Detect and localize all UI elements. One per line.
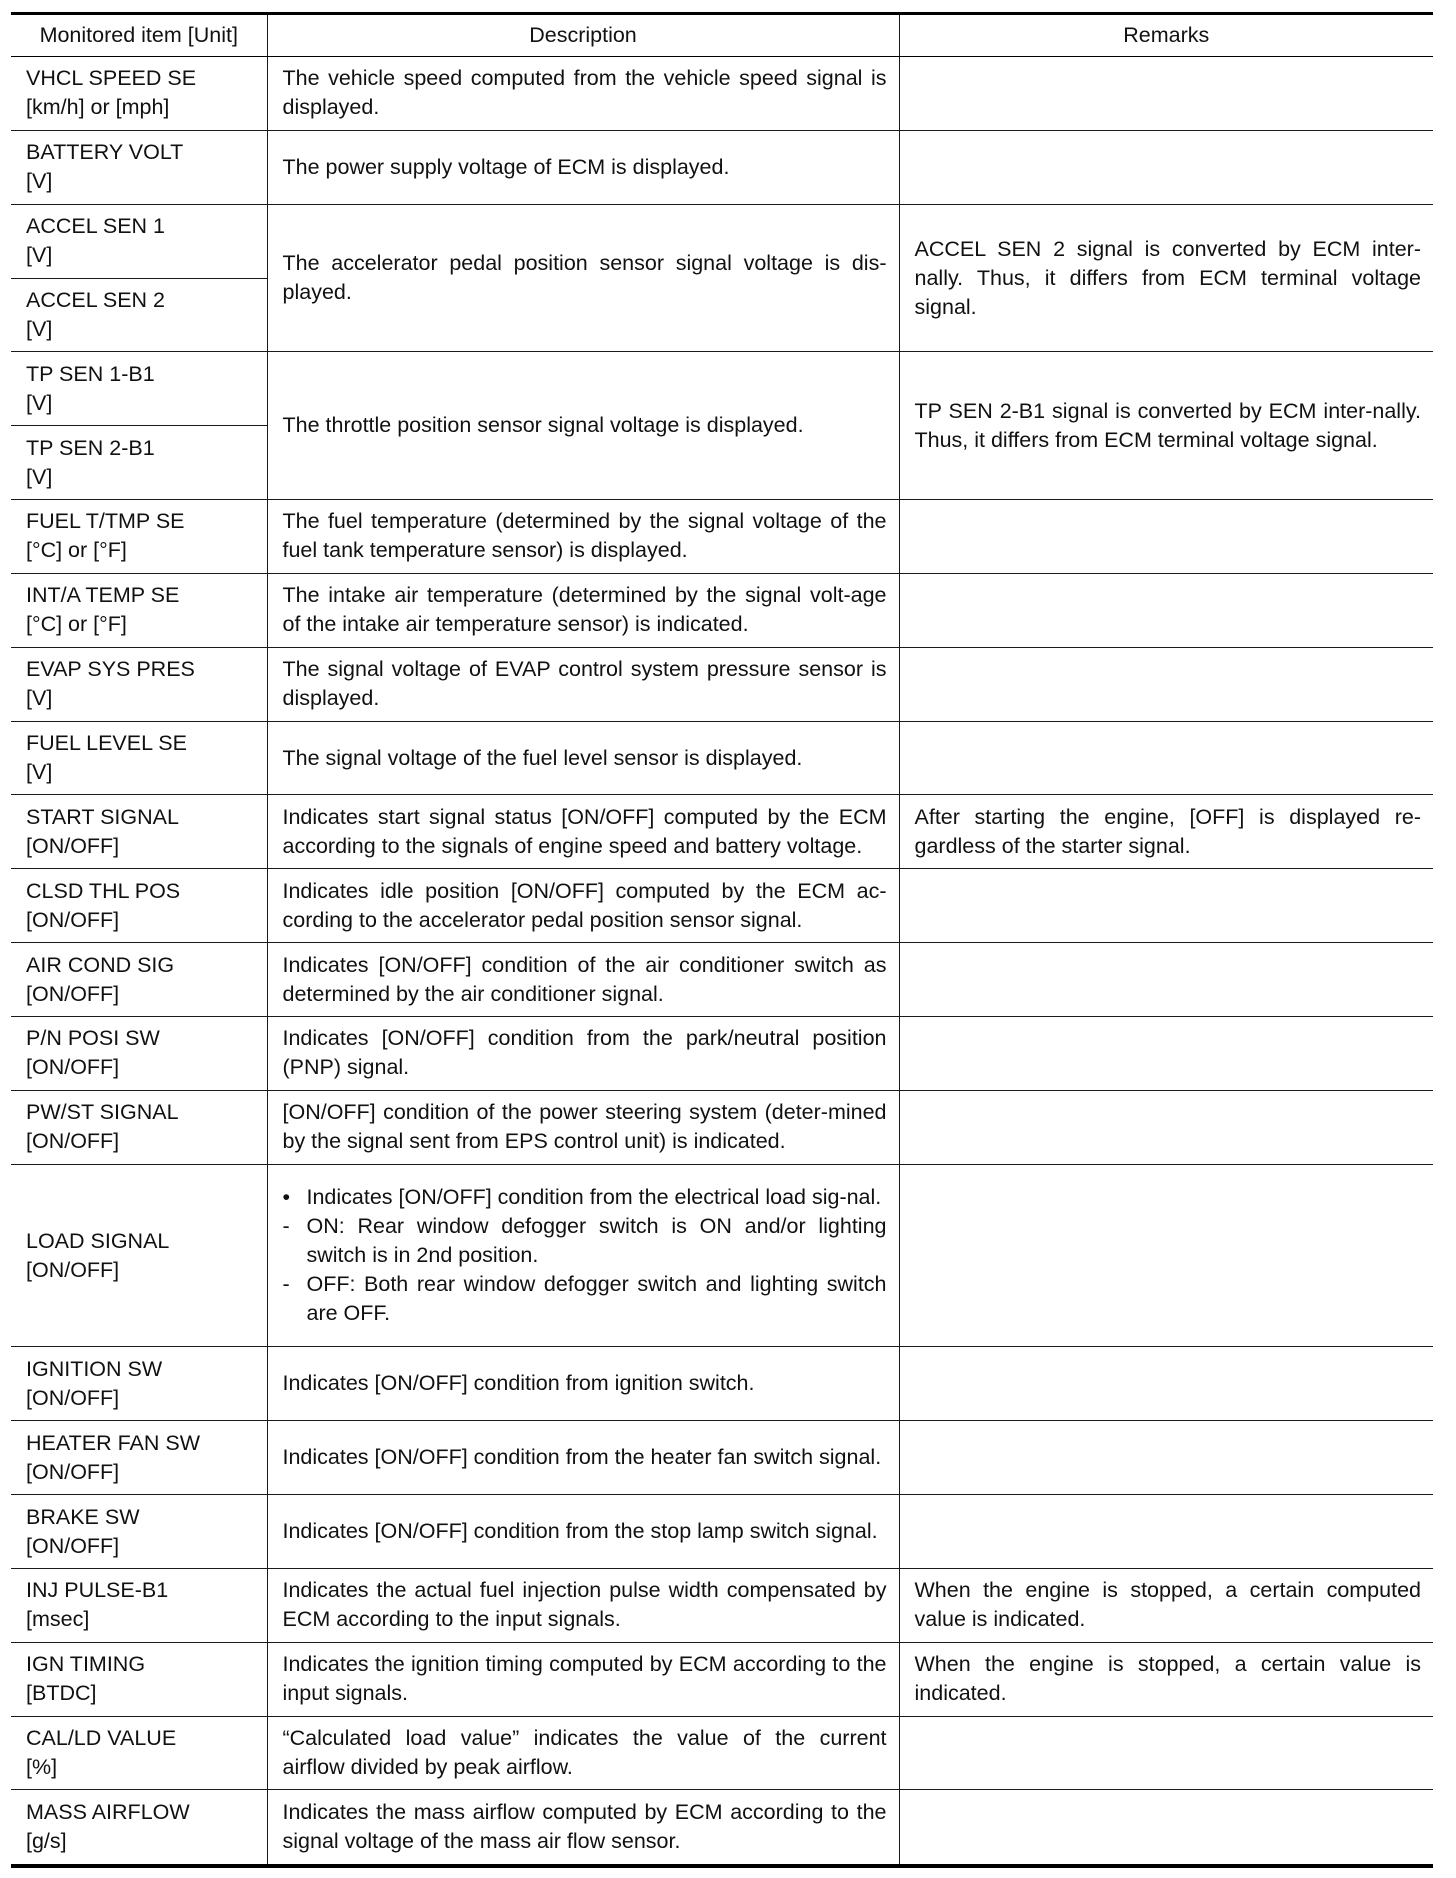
description-cell: Indicates [ON/OFF] condition from the park/neutral position (PNP) signal. bbox=[267, 1016, 899, 1090]
item-name: TP SEN 2-B1 bbox=[26, 435, 155, 460]
table-row bbox=[11, 130, 1433, 204]
table-row bbox=[11, 204, 1433, 278]
remarks-cell: When the engine is stopped, a certain computed value is indicated. bbox=[899, 1568, 1433, 1642]
item-cell bbox=[11, 1495, 267, 1569]
header-description: Description bbox=[267, 14, 899, 57]
remarks-cell bbox=[899, 1716, 1433, 1790]
item-unit: [%] bbox=[26, 1755, 58, 1780]
table-row bbox=[11, 500, 1433, 574]
item-cell bbox=[11, 426, 267, 500]
table-row bbox=[11, 1421, 1433, 1495]
item-name: EVAP SYS PRES bbox=[26, 657, 195, 682]
table-row bbox=[11, 721, 1433, 795]
list-item bbox=[283, 1270, 887, 1328]
list-item-text: ON: Rear window defogger switch is ON and/or lighting switch is in 2nd position. bbox=[306, 1214, 887, 1268]
item-cell bbox=[11, 1164, 267, 1347]
description-cell: Indicates [ON/OFF] condition from the stop lamp switch signal. bbox=[267, 1495, 899, 1569]
table-row bbox=[11, 795, 1433, 869]
item-name: BRAKE SW bbox=[26, 1504, 140, 1529]
item-unit: [V] bbox=[26, 390, 53, 415]
list-item-text: OFF: Both rear window defogger switch and lighting switch are OFF. bbox=[306, 1272, 887, 1326]
description-cell: [ON/OFF] condition of the power steering system (deter-mined by the signal sent from EPS control unit) is indicated. bbox=[267, 1090, 899, 1164]
list-item-text: Indicates [ON/OFF] condition from the electrical load sig-nal. bbox=[306, 1185, 882, 1210]
item-name: HEATER FAN SW bbox=[26, 1430, 201, 1455]
item-cell bbox=[11, 130, 267, 204]
item-unit: [ON/OFF] bbox=[26, 981, 120, 1006]
header-remarks: Remarks bbox=[899, 14, 1433, 57]
table-row bbox=[11, 1164, 1433, 1347]
item-cell bbox=[11, 278, 267, 352]
description-cell: Indicates start signal status [ON/OFF] computed by the ECM according to the signals of engine speed and battery voltage. bbox=[267, 795, 899, 869]
item-unit: [V] bbox=[26, 243, 53, 268]
description-cell: The vehicle speed computed from the vehicle speed signal is displayed. bbox=[267, 57, 899, 131]
item-name: ACCEL SEN 2 bbox=[26, 287, 166, 312]
item-cell bbox=[11, 1790, 267, 1866]
remarks-cell: After starting the engine, [OFF] is displayed re-gardless of the starter signal. bbox=[899, 795, 1433, 869]
remarks-cell bbox=[899, 500, 1433, 574]
table-row bbox=[11, 1716, 1433, 1790]
remarks-cell bbox=[899, 573, 1433, 647]
item-name: BATTERY VOLT bbox=[26, 140, 184, 165]
item-cell bbox=[11, 204, 267, 278]
table-row bbox=[11, 57, 1433, 131]
dash-marker: - bbox=[282, 1214, 290, 1239]
remarks-cell bbox=[899, 721, 1433, 795]
remarks-cell bbox=[899, 1090, 1433, 1164]
item-unit: [ON/OFF] bbox=[26, 1055, 120, 1080]
table-row bbox=[11, 1495, 1433, 1569]
item-cell bbox=[11, 1421, 267, 1495]
description-cell: The signal voltage of the fuel level sensor is displayed. bbox=[267, 721, 899, 795]
table-row bbox=[11, 1016, 1433, 1090]
item-name: CAL/LD VALUE bbox=[26, 1726, 177, 1751]
remarks-cell bbox=[899, 1495, 1433, 1569]
item-unit: [°C] or [°F] bbox=[26, 612, 127, 637]
description-cell: The throttle position sensor signal voltage is displayed. bbox=[267, 352, 899, 500]
description-cell: Indicates [ON/OFF] condition of the air conditioner switch as determined by the air conditioner signal. bbox=[267, 943, 899, 1017]
table-row bbox=[11, 1090, 1433, 1164]
remarks-cell: TP SEN 2-B1 signal is converted by ECM inter-nally. Thus, it differs from ECM terminal voltage signal. bbox=[899, 352, 1433, 500]
item-cell bbox=[11, 869, 267, 943]
remarks-cell bbox=[899, 869, 1433, 943]
item-unit: [g/s] bbox=[26, 1829, 67, 1854]
description-cell: Indicates [ON/OFF] condition from ignition switch. bbox=[267, 1347, 899, 1421]
item-cell bbox=[11, 500, 267, 574]
item-cell bbox=[11, 943, 267, 1017]
item-unit: [ON/OFF] bbox=[26, 1459, 120, 1484]
item-name: PW/ST SIGNAL bbox=[26, 1100, 179, 1125]
item-unit: [V] bbox=[26, 686, 53, 711]
table-row bbox=[11, 1642, 1433, 1716]
item-name: INJ PULSE-B1 bbox=[26, 1578, 169, 1603]
description-cell: Indicates the mass airflow computed by ECM according to the signal voltage of the mass air flow sensor. bbox=[267, 1790, 899, 1866]
item-cell bbox=[11, 1090, 267, 1164]
description-cell bbox=[267, 1164, 899, 1347]
remarks-cell bbox=[899, 1016, 1433, 1090]
table-row bbox=[11, 573, 1433, 647]
item-unit: [km/h] or [mph] bbox=[26, 95, 170, 120]
description-cell: The power supply voltage of ECM is displayed. bbox=[267, 130, 899, 204]
table-row bbox=[11, 1790, 1433, 1866]
table-row bbox=[11, 943, 1433, 1017]
item-cell bbox=[11, 1016, 267, 1090]
remarks-cell bbox=[899, 1421, 1433, 1495]
remarks-cell: When the engine is stopped, a certain value is indicated. bbox=[899, 1642, 1433, 1716]
remarks-cell bbox=[899, 1347, 1433, 1421]
header-monitored-item: Monitored item [Unit] bbox=[11, 14, 267, 57]
item-unit: [°C] or [°F] bbox=[26, 538, 127, 563]
description-cell: The accelerator pedal position sensor signal voltage is dis-played. bbox=[267, 204, 899, 352]
dash-marker: - bbox=[282, 1272, 290, 1297]
item-cell bbox=[11, 1642, 267, 1716]
description-cell: Indicates [ON/OFF] condition from the heater fan switch signal. bbox=[267, 1421, 899, 1495]
description-cell: Indicates the ignition timing computed by ECM according to the input signals. bbox=[267, 1642, 899, 1716]
item-name: CLSD THL POS bbox=[26, 878, 181, 903]
item-name: IGNITION SW bbox=[26, 1356, 163, 1381]
description-cell: “Calculated load value” indicates the value of the current airflow divided by peak airflow. bbox=[267, 1716, 899, 1790]
item-unit: [ON/OFF] bbox=[26, 833, 120, 858]
item-unit: [V] bbox=[26, 760, 53, 785]
description-cell: The signal voltage of EVAP control system pressure sensor is displayed. bbox=[267, 647, 899, 721]
item-name: FUEL LEVEL SE bbox=[26, 731, 187, 756]
item-name: ACCEL SEN 1 bbox=[26, 214, 166, 239]
item-name: MASS AIRFLOW bbox=[26, 1800, 190, 1825]
item-cell bbox=[11, 647, 267, 721]
description-cell: Indicates idle position [ON/OFF] computed by the ECM ac-cording to the accelerator pedal position sensor signal. bbox=[267, 869, 899, 943]
remarks-cell bbox=[899, 1790, 1433, 1866]
item-name: TP SEN 1-B1 bbox=[26, 361, 155, 386]
item-name: IGN TIMING bbox=[26, 1652, 146, 1677]
table-row bbox=[11, 869, 1433, 943]
item-cell bbox=[11, 1568, 267, 1642]
item-name: START SIGNAL bbox=[26, 804, 179, 829]
item-name: FUEL T/TMP SE bbox=[26, 509, 185, 534]
item-unit: [ON/OFF] bbox=[26, 1533, 120, 1558]
item-unit: [ON/OFF] bbox=[26, 1129, 120, 1154]
item-name: P/N POSI SW bbox=[26, 1026, 160, 1051]
header-row bbox=[11, 14, 1433, 57]
item-cell bbox=[11, 573, 267, 647]
item-cell bbox=[11, 57, 267, 131]
item-name: VHCL SPEED SE bbox=[26, 66, 197, 91]
item-name: LOAD SIGNAL bbox=[26, 1228, 170, 1253]
table-row bbox=[11, 647, 1433, 721]
description-cell: The intake air temperature (determined by the signal volt-age of the intake air temperature sensor) is indicated. bbox=[267, 573, 899, 647]
remarks-cell bbox=[899, 130, 1433, 204]
item-unit: [V] bbox=[26, 169, 53, 194]
item-name: INT/A TEMP SE bbox=[26, 583, 180, 608]
item-unit: [msec] bbox=[26, 1607, 90, 1632]
item-cell bbox=[11, 721, 267, 795]
description-cell: The fuel temperature (determined by the signal voltage of the fuel tank temperature sensor) is displayed. bbox=[267, 500, 899, 574]
list-item bbox=[283, 1212, 887, 1270]
bullet-marker: • bbox=[282, 1185, 291, 1210]
remarks-cell bbox=[899, 943, 1433, 1017]
item-name: AIR COND SIG bbox=[26, 952, 175, 977]
item-cell bbox=[11, 1716, 267, 1790]
item-cell bbox=[11, 352, 267, 426]
item-unit: [V] bbox=[26, 464, 53, 489]
remarks-cell bbox=[899, 647, 1433, 721]
item-cell bbox=[11, 1347, 267, 1421]
list-item bbox=[283, 1183, 887, 1212]
table-row bbox=[11, 1347, 1433, 1421]
remarks-cell bbox=[899, 57, 1433, 131]
remarks-cell: ACCEL SEN 2 signal is converted by ECM inter-nally. Thus, it differs from ECM terminal voltage signal. bbox=[899, 204, 1433, 352]
monitored-items-table bbox=[11, 12, 1433, 1868]
table-row bbox=[11, 1568, 1433, 1642]
remarks-cell bbox=[899, 1164, 1433, 1347]
item-unit: [BTDC] bbox=[26, 1681, 97, 1706]
item-unit: [ON/OFF] bbox=[26, 1385, 120, 1410]
table-row bbox=[11, 352, 1433, 426]
item-unit: [ON/OFF] bbox=[26, 907, 120, 932]
item-unit: [V] bbox=[26, 316, 53, 341]
description-cell: Indicates the actual fuel injection pulse width compensated by ECM according to the input signals. bbox=[267, 1568, 899, 1642]
item-cell bbox=[11, 795, 267, 869]
item-unit: [ON/OFF] bbox=[26, 1257, 120, 1282]
load-signal-list bbox=[283, 1183, 887, 1328]
